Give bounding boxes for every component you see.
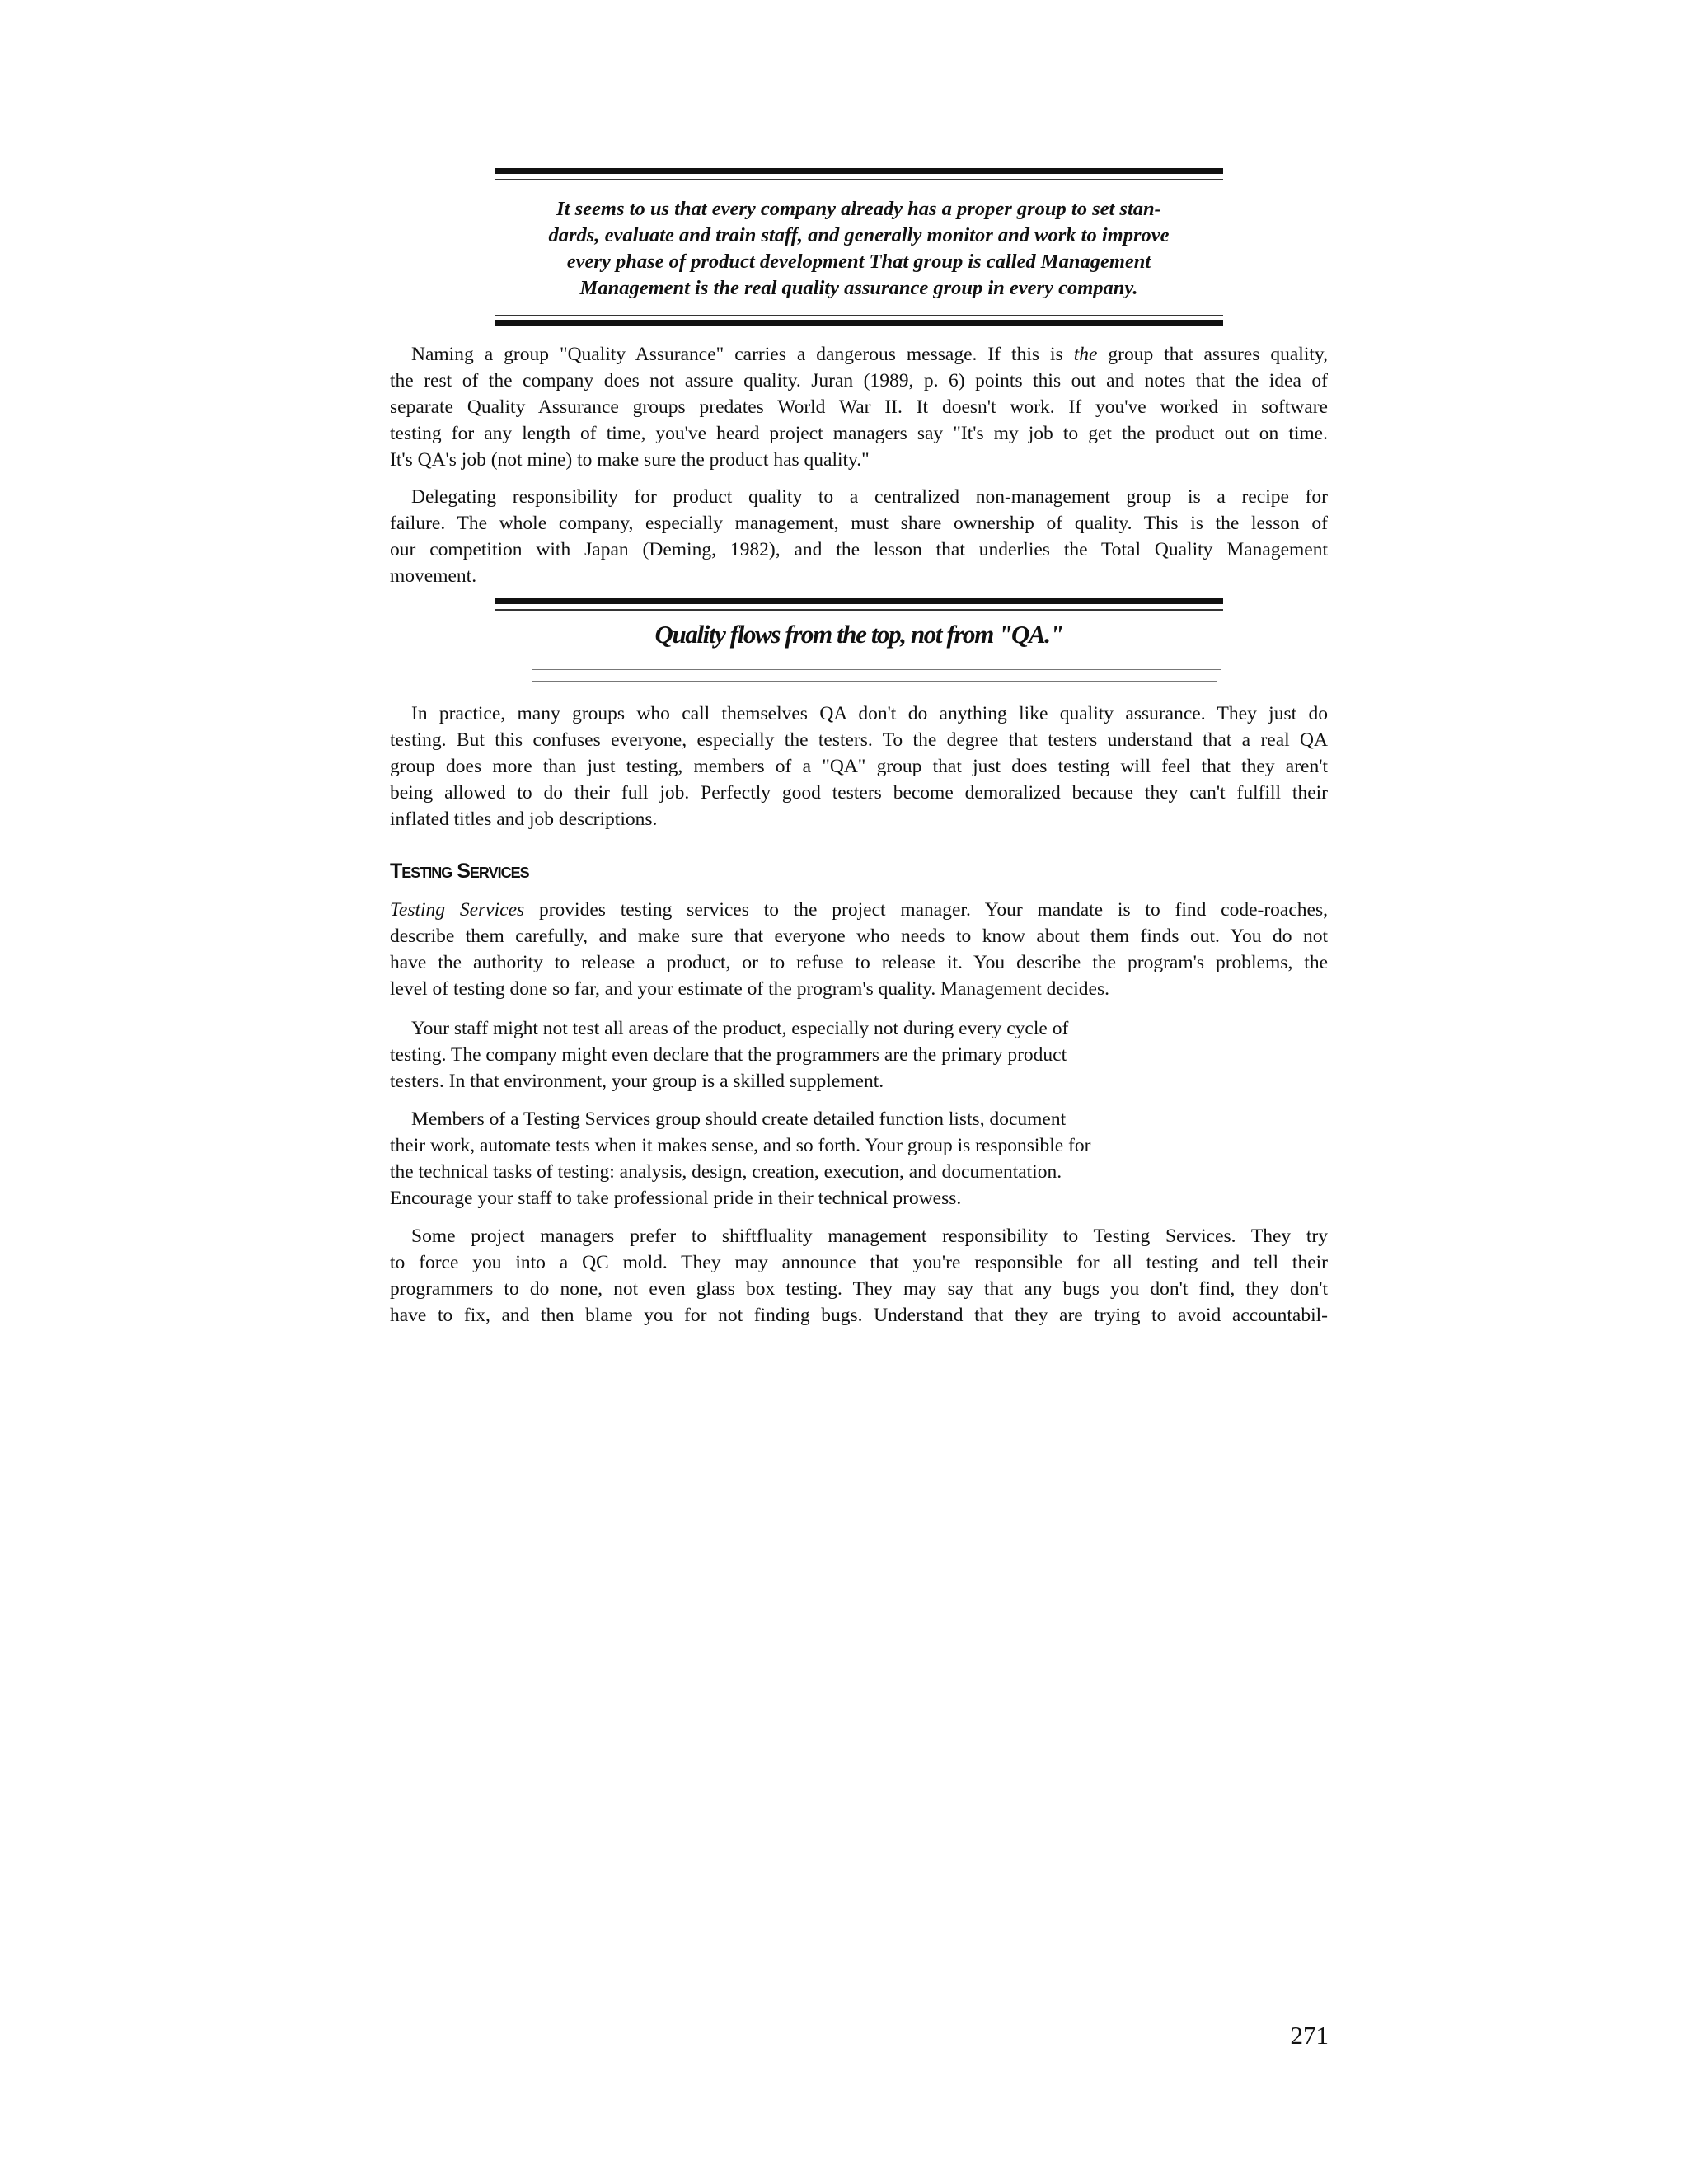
text-line: Naming a group "Quality Assurance" carries a dangerous message. If this is the group that assures quality, (411, 344, 1328, 365)
callout-top-rule-thick (495, 168, 1223, 174)
text-line: Members of a Testing Services group should create detailed function lists, document (411, 1108, 1067, 1130)
paragraph-project-managers-shift (390, 1223, 1328, 1329)
text-line: inflated titles and job descriptions. (390, 808, 658, 830)
text-line: our competition with Japan (Deming, 1982), and the lesson that underlies the Total Quality Management (390, 539, 1328, 560)
callout-line: dards, evaluate and train staff, and generally monitor and work to improve (548, 224, 1170, 246)
pullquote-top-rule-thick (495, 598, 1223, 604)
callout-bottom-rule-thick (495, 320, 1223, 326)
paragraph-your-staff (390, 1015, 1173, 1094)
text-line: movement. (390, 565, 477, 587)
callout-quote (495, 196, 1223, 302)
callout-top-rule-thin (495, 179, 1223, 180)
text-line: failure. The whole company, especially management, must share ownership of quality. This is the lesson of (390, 513, 1328, 534)
text-line: group does more than just testing, members of a "QA" group that just does testing will feel that they aren't (390, 756, 1328, 777)
text-line: testers. In that environment, your group is a skilled supplement. (390, 1071, 884, 1092)
callout-line: every phase of product development That group is called Management (566, 251, 1151, 273)
pullquote-bottom-rule-2 (532, 681, 1217, 682)
pullquote-top-rule-thin (495, 609, 1223, 611)
callout-bottom-rule-thin (495, 315, 1223, 316)
text-line: Testing Services provides testing services to the project manager. Your mandate is to find code-roaches, (390, 899, 1328, 921)
text-line: testing. The company might even declare that the programmers are the primary product (390, 1044, 1067, 1066)
page-number: 271 (1290, 2021, 1329, 2050)
callout-line: Management is the real quality assurance group in every company. (579, 277, 1138, 299)
text-line: being allowed to do their full job. Perfectly good testers become demoralized because they can't fulfill their (390, 782, 1328, 804)
text-line: testing for any length of time, you've heard project managers say "It's my job to get the product out on time. (390, 423, 1328, 444)
callout-line: It seems to us that every company already has a proper group to set stan- (556, 198, 1161, 220)
section-heading: Testing Services (390, 860, 529, 883)
text-line: It's QA's job (not mine) to make sure the product has quality." (390, 449, 870, 471)
paragraph-testing-services-intro (390, 897, 1328, 1002)
text-line: to force you into a QC mold. They may announce that you're responsible for all testing and tell their (390, 1252, 1328, 1273)
pullquote: Quality flows from the top, not from "QA." (654, 620, 1063, 649)
paragraph-in-practice (390, 701, 1328, 832)
text-line: level of testing done so far, and your estimate of the program's quality. Management decides. (390, 978, 1109, 1000)
text-line: the technical tasks of testing: analysis, design, creation, execution, and documentation. (390, 1161, 1062, 1183)
text-line: Some project managers prefer to shiftfluality management responsibility to Testing Services. They try (411, 1226, 1328, 1247)
paragraph-delegating-responsibility (390, 484, 1328, 589)
text-line: testing. But this confuses everyone, especially the testers. To the degree that testers understand that a real QA (390, 729, 1328, 751)
paragraph-quality-assurance-naming (390, 341, 1328, 473)
text-line: Encourage your staff to take professional pride in their technical prowess. (390, 1188, 962, 1209)
paragraph-members-of-group (390, 1106, 1173, 1212)
text-line: Your staff might not test all areas of the product, especially not during every cycle of (411, 1018, 1069, 1039)
text-line: Delegating responsibility for product quality to a centralized non-management group is a recipe for (411, 486, 1328, 508)
text-line: In practice, many groups who call themselves QA don't do anything like quality assurance. They just do (411, 703, 1328, 724)
text-line: have to fix, and then blame you for not finding bugs. Understand that they are trying to avoid accountabil- (390, 1305, 1328, 1326)
text-line: their work, automate tests when it makes sense, and so forth. Your group is responsible for (390, 1135, 1091, 1156)
text-line: separate Quality Assurance groups predates World War II. It doesn't work. If you've worked in software (390, 396, 1328, 418)
text-line: the rest of the company does not assure quality. Juran (1989, p. 6) points this out and notes that the idea of (390, 370, 1328, 391)
text-line: have the authority to release a product, or to refuse to release it. You describe the program's problems, the (390, 952, 1328, 973)
pullquote-bottom-rule-1 (532, 669, 1221, 670)
text-line: describe them carefully, and make sure that everyone who needs to know about them finds out. You do not (390, 926, 1328, 947)
text-line: programmers to do none, not even glass box testing. They may say that any bugs you don't find, they don't (390, 1278, 1328, 1300)
